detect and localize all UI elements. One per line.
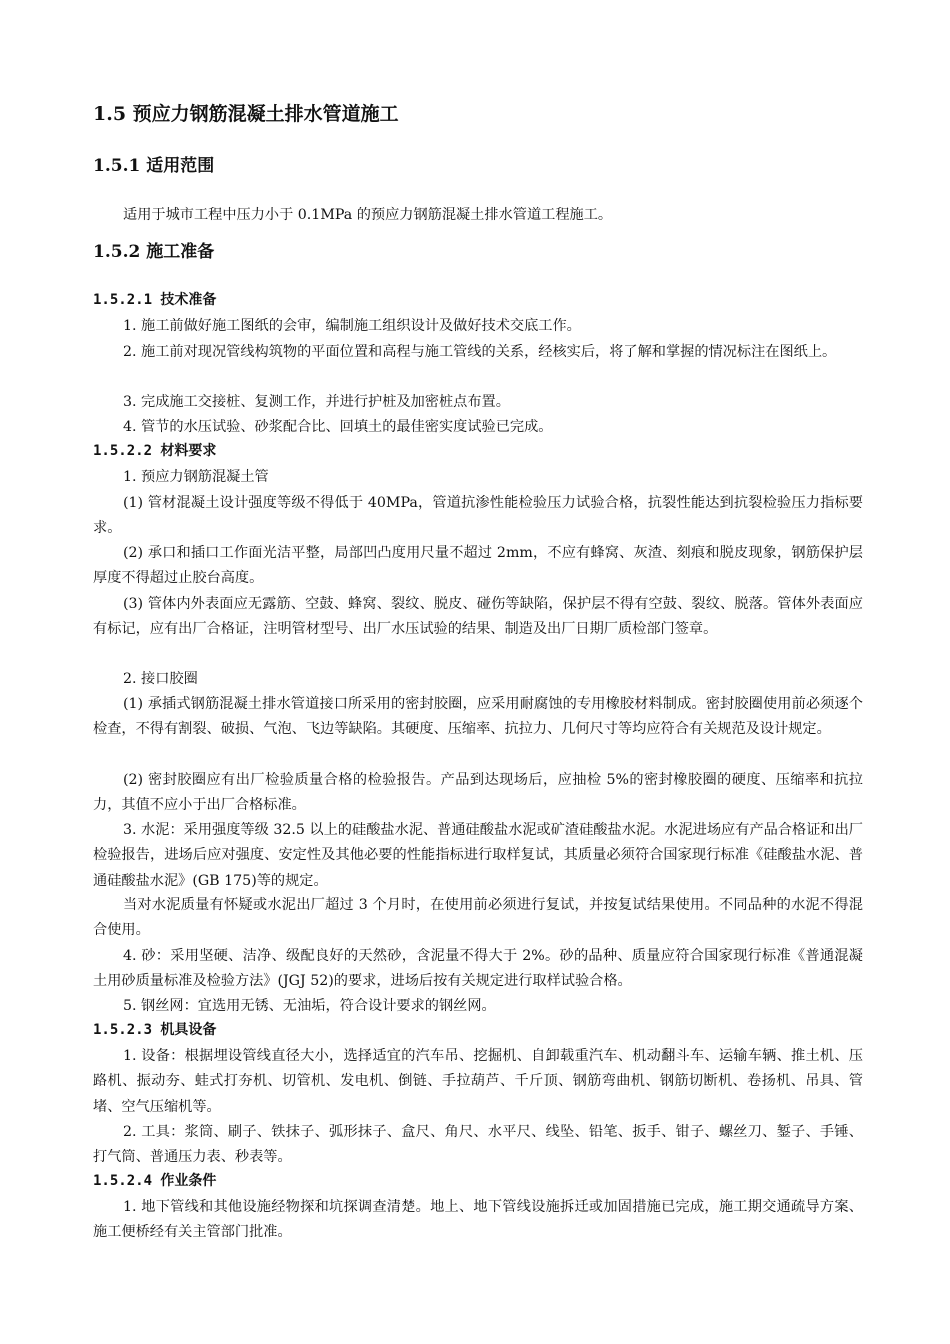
paragraph: 4. 管节的水压试验、砂浆配合比、回填土的最佳密实度试验已完成。 [123, 419, 553, 435]
paragraph: (1) 管材混凝土设计强度等级不得低于 40MPa，管道抗渗性能检验压力试验合格，抗裂性能达到抗裂检验压力指标要求。 [93, 495, 863, 537]
paragraph: 2. 工具：浆筒、刷子、铁抹子、弧形抹子、盒尺、角尺、水平尺、线坠、铅笔、扳手、钳子、螺丝刀、錾子、手锤、打气筒、普通压力表、秒表等。 [93, 1124, 863, 1166]
heading-technical-preparation: 1.5.2.1 技术准备 [93, 292, 217, 308]
paragraph: 2. 接口胶圈 [123, 671, 198, 687]
heading-material-requirements: 1.5.2.2 材料要求 [93, 443, 217, 459]
paragraph: 5. 钢丝网：宜选用无锈、无油垢，符合设计要求的钢丝网。 [123, 998, 496, 1014]
heading-work-conditions: 1.5.2.4 作业条件 [93, 1173, 217, 1189]
heading-scope: 1.5.1 适用范围 [93, 156, 215, 176]
paragraph: 2. 施工前对现况管线构筑物的平面位置和高程与施工管线的关系，经核实后，将了解和掌握的情况标注在图纸上。 [123, 344, 837, 360]
heading-equipment: 1.5.2.3 机具设备 [93, 1022, 217, 1038]
paragraph: 1. 地下管线和其他设施经物探和坑探调查清楚。地上、地下管线设施拆迁或加固措施已完成，施工期交通疏导方案、施工便桥经有关主管部门批准。 [93, 1199, 863, 1241]
paragraph: (2) 密封胶圈应有出厂检验质量合格的检验报告。产品到达现场后，应抽检 5%的密封橡胶圈的硬度、压缩率和抗拉力，其值不应小于出厂合格标准。 [93, 772, 863, 814]
paragraph: (1) 承插式钢筋混凝土排水管道接口所采用的密封胶圈，应采用耐腐蚀的专用橡胶材料制成。密封胶圈使用前必须逐个检查，不得有割裂、破损、气泡、飞边等缺陷。其硬度、压缩率、抗拉力、几何尺寸等均应符合有关规范及设计规定。 [93, 696, 863, 738]
paragraph: 当对水泥质量有怀疑或水泥出厂超过 3 个月时，在使用前必须进行复试，并按复试结果使用。不同品种的水泥不得混合使用。 [93, 897, 863, 939]
paragraph: 3. 完成施工交接桩、复测工作，并进行护桩及加密桩点布置。 [123, 394, 510, 410]
paragraph: 4. 砂：采用坚硬、洁净、级配良好的天然砂，含泥量不得大于 2%。砂的品种、质量应符合国家现行标准《普通混凝土用砂质量标准及检验方法》(JGJ 52)的要求，进场后按有关规定进行取样试验合格。 [93, 948, 863, 990]
paragraph: (2) 承口和插口工作面光洁平整，局部凹凸度用尺量不超过 2mm，不应有蜂窝、灰渣、刻痕和脱皮现象，钢筋保护层厚度不得超过止胶台高度。 [93, 545, 863, 587]
paragraph: 3. 水泥：采用强度等级 32.5 以上的硅酸盐水泥、普通硅酸盐水泥或矿渣硅酸盐水泥。水泥进场应有产品合格证和出厂检验报告，进场后应对强度、安定性及其他必要的性能指标进行取样复试，其质量必须符合国家现行标准《硅酸盐水泥、普通硅酸盐水泥》(GB 175)等的规定。 [93, 822, 863, 889]
paragraph: 1. 施工前做好施工图纸的会审，编制施工组织设计及做好技术交底工作。 [123, 318, 581, 334]
paragraph: (3) 管体内外表面应无露筋、空鼓、蜂窝、裂纹、脱皮、碰伤等缺陷，保护层不得有空鼓、裂纹、脱落。管体外表面应有标记，应有出厂合格证，注明管材型号、出厂水压试验的结果、制造及出厂日期厂质检部门签章。 [93, 596, 863, 638]
scope-paragraph: 适用于城市工程中压力小于 0.1MPa 的预应力钢筋混凝土排水管道工程施工。 [123, 207, 613, 223]
section-title: 1.5 预应力钢筋混凝土排水管道施工 [93, 103, 399, 125]
paragraph: 1. 预应力钢筋混凝土管 [123, 469, 269, 485]
paragraph: 1. 设备：根据埋设管线直径大小，选择适宜的汽车吊、挖掘机、自卸载重汽车、机动翻斗车、运输车辆、推土机、压路机、振动夯、蛙式打夯机、切管机、发电机、倒链、手拉葫芦、千斤顶、钢筋弯曲机、钢筋切断机、卷扬机、吊具、管堵、空气压缩机等。 [93, 1048, 863, 1115]
heading-preparation: 1.5.2 施工准备 [93, 242, 215, 262]
